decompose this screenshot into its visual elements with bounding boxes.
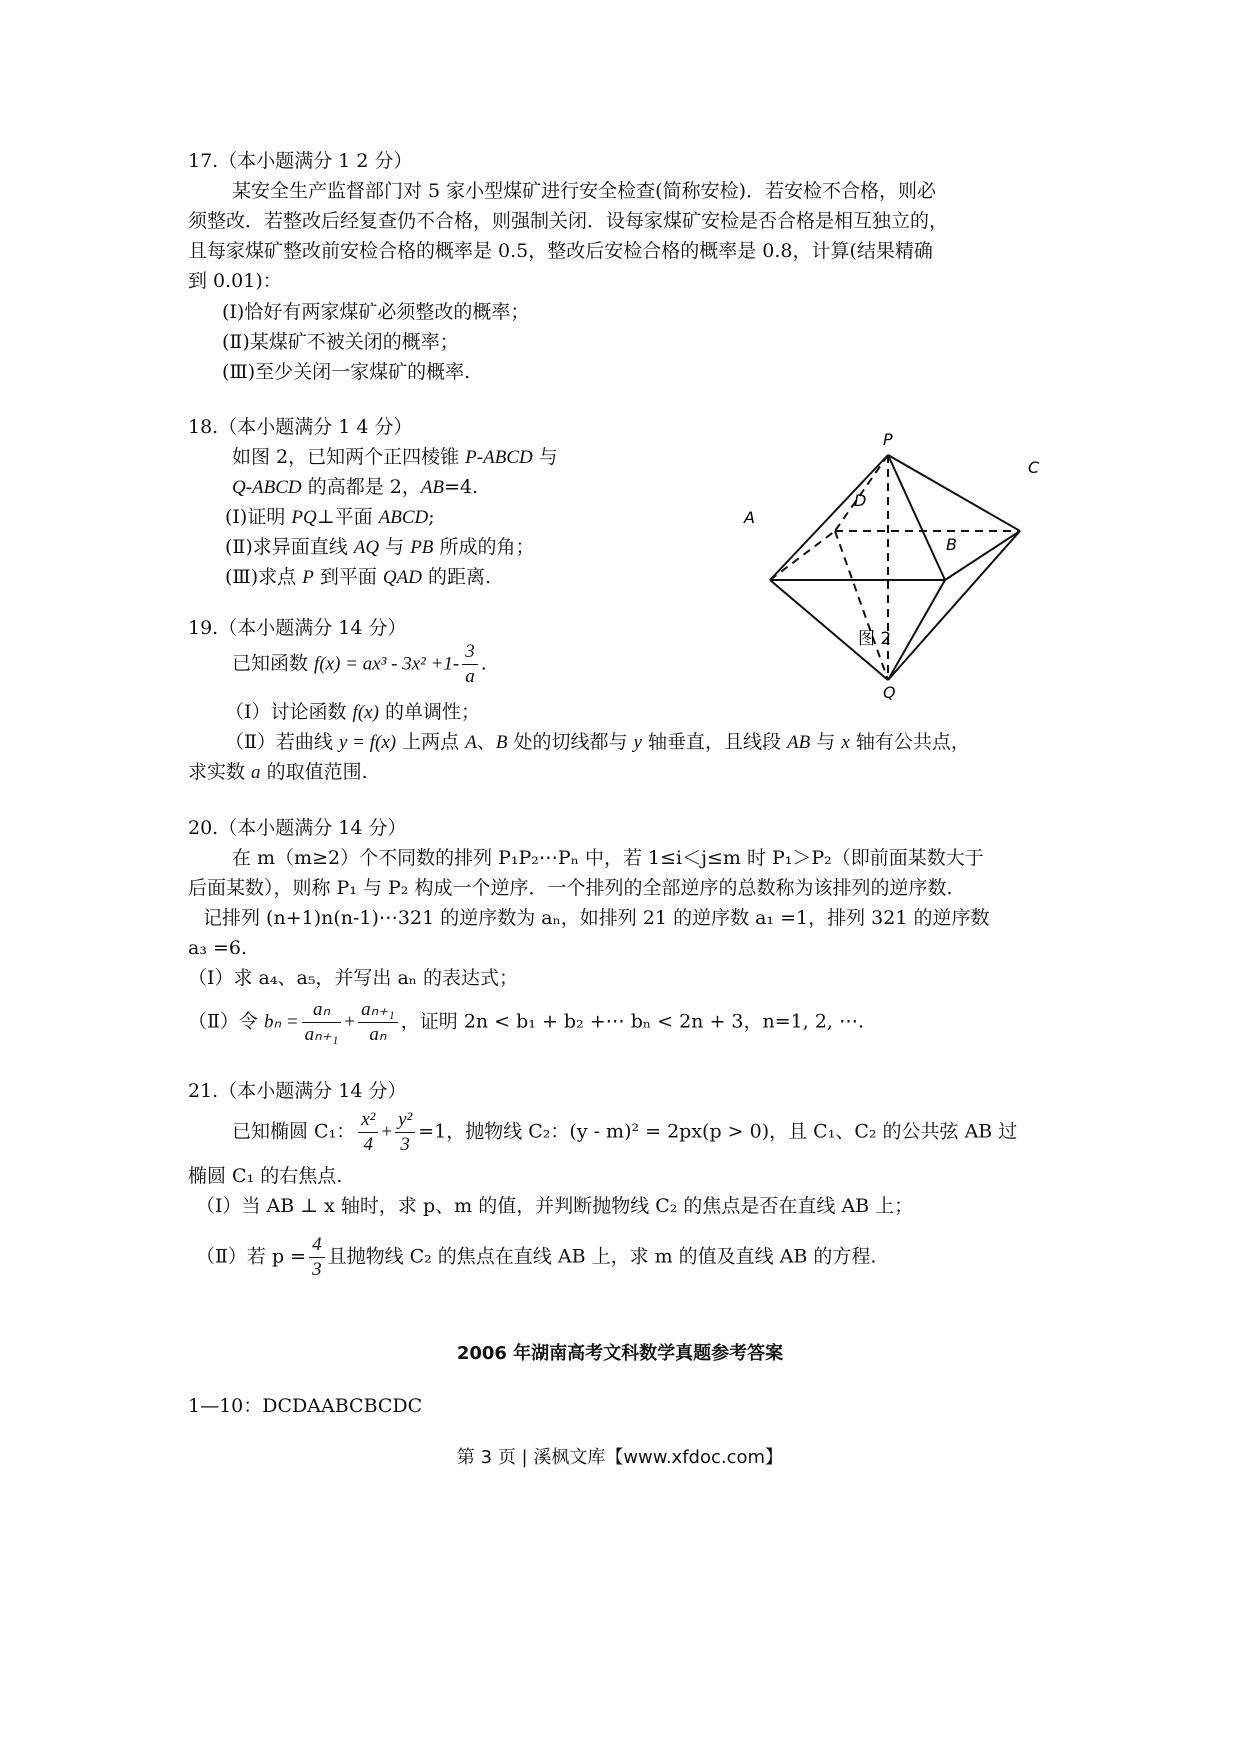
q18-part-i: (Ⅰ)证明 PQ⊥平面 ABCD; bbox=[225, 506, 435, 528]
q17-part-i: (Ⅰ)恰好有两家煤矿必须整改的概率； bbox=[222, 301, 530, 323]
q20-part-ii: （Ⅱ）令 bₙ = $\frac{\text{aₙ}}{\text{aₙ₊₁}}$ + $\frac{\text{aₙ₊₁}}{\text{aₙ}}$ ，证明 2n < b₁ + b₂ +⋯ bₙ < 2n + 3，n=1, 2, ⋯. bbox=[188, 999, 865, 1045]
q17-header: 17.（本小题满分 1 2 分） bbox=[188, 150, 413, 172]
q19-part-i: （Ⅰ）讨论函数 f(x) 的单调性； bbox=[225, 701, 480, 723]
fraction-an1-over-an: $\frac{\text{aₙ₊₁}}{\text{aₙ}}$ bbox=[358, 998, 398, 1047]
answers-title: 2006 年湖南高考文科数学真题参考答案 bbox=[456, 1343, 784, 1364]
label-Q: Q bbox=[883, 683, 896, 702]
label-P: P bbox=[883, 430, 893, 449]
edge-PB bbox=[888, 455, 945, 580]
q19-function-line: 已知函数 f(x) = ax³ - 3x² +1- $\frac{3}{a}$ . bbox=[232, 641, 487, 687]
fraction-an-over-an1: $\frac{\text{aₙ}}{\text{aₙ₊₁}}$ bbox=[302, 998, 342, 1047]
fraction-x2-over-4: $\frac{\text{x²}}{4}$ bbox=[358, 1108, 378, 1157]
q20-text-line3: 记排列 (n+1)n(n-1)⋯321 的逆序数为 aₙ，如排列 21 的逆序数 a₁ =1，排列 321 的逆序数 bbox=[203, 907, 990, 929]
q20-text-line2: 后面某数），则称 P₁ 与 P₂ 构成一个逆序．一个排列的全部逆序的总数称为该排列的逆序数. bbox=[188, 877, 953, 899]
label-A: A bbox=[744, 508, 755, 527]
label-B: B bbox=[946, 535, 957, 554]
q19-header: 19.（本小题满分 14 分） bbox=[188, 617, 407, 639]
edge-QB bbox=[888, 580, 945, 680]
q20-text-line1: 在 m（m≥2）个不同数的排列 P₁P₂⋯Pₙ 中，若 1≤i＜j≤m 时 P₁＞P₂（即前面某数大于 bbox=[232, 847, 984, 869]
q21-text-line2: 椭圆 C₁ 的右焦点. bbox=[188, 1165, 343, 1187]
q17-part-iii: (Ⅲ)至少关闭一家煤矿的概率. bbox=[222, 361, 471, 383]
q17-part-ii: (Ⅱ)某煤矿不被关闭的概率； bbox=[222, 331, 459, 353]
q17-text-line1: 某安全生产监督部门对 5 家小型煤矿进行安全检查(简称安检)．若安检不合格，则必 bbox=[232, 180, 936, 202]
label-C: C bbox=[1028, 458, 1040, 477]
q21-text-line1: 已知椭圆 C₁： $\frac{\text{x²}}{4}$ + $\frac{\text{y²}}{3}$ =1，抛物线 C₂：(y - m)² = 2px(p > 0)，且 C₁、C₂ 的公共弦 AB 过 bbox=[232, 1109, 1018, 1155]
q17-text-line3: 且每家煤矿整改前安检合格的概率是 0.5，整改后安检合格的概率是 0.8，计算(结果精确 bbox=[188, 240, 933, 262]
edge-PC bbox=[888, 455, 1020, 531]
q17-text-line2: 须整改．若整改后经复查仍不合格，则强制关闭．设每家煤矿安检是否合格是相互独立的， bbox=[188, 210, 949, 232]
fraction-y2-over-3: $\frac{\text{y²}}{3}$ bbox=[395, 1108, 415, 1157]
figure-caption: 图 2 bbox=[858, 629, 892, 649]
q21-part-i: （Ⅰ）当 AB ⊥ x 轴时，求 p、m 的值，并判断抛物线 C₂ 的焦点是否在直线 AB 上； bbox=[196, 1195, 914, 1217]
q20-header: 20.（本小题满分 14 分） bbox=[188, 817, 407, 839]
q18-text-line1: 如图 2，已知两个正四棱锥 P-ABCD 与 bbox=[232, 446, 558, 468]
answers-line1: 1—10：DCDAABCBCDC bbox=[188, 1395, 423, 1417]
q19-part-ii-line1: （Ⅱ）若曲线 y = f(x) 上两点 A、B 处的切线都与 y 轴垂直，且线段 AB 与 x 轴有公共点， bbox=[225, 731, 970, 753]
q20-text-line4: a₃ =6. bbox=[188, 937, 248, 959]
q18-part-iii: (Ⅲ)求点 P 到平面 QAD 的距离. bbox=[225, 566, 492, 588]
q21-header: 21.（本小题满分 14 分） bbox=[188, 1080, 407, 1102]
q20-part-i: （Ⅰ）求 a₄、a₅，并写出 aₙ 的表达式； bbox=[188, 967, 519, 989]
q19-part-ii-line2: 求实数 a 的取值范围. bbox=[188, 761, 368, 783]
edge-AD bbox=[770, 531, 835, 580]
q21-part-ii: （Ⅱ）若 p = $\frac{4}{3}$ 且抛物线 C₂ 的焦点在直线 AB 上，求 m 的值及直线 AB 的方程. bbox=[196, 1234, 877, 1280]
fraction-3-over-a: $\frac{3}{a}$ bbox=[462, 640, 478, 689]
label-D: D bbox=[854, 491, 867, 510]
figure-2-double-pyramid bbox=[720, 415, 1080, 730]
fraction-4-over-3: $\frac{4}{3}$ bbox=[309, 1233, 325, 1282]
q18-header: 18.（本小题满分 1 4 分） bbox=[188, 416, 413, 438]
edge-PA bbox=[770, 455, 888, 580]
q17-text-line4: 到 0.01)： bbox=[188, 270, 282, 292]
q18-part-ii: (Ⅱ)求异面直线 AQ 与 PB 所成的角； bbox=[225, 536, 535, 558]
page-footer: 第 3 页 | 溪枫文库【www.xfdoc.com】 bbox=[456, 1447, 784, 1468]
q18-text-line2: Q-ABCD 的高都是 2，AB=4. bbox=[232, 476, 479, 498]
